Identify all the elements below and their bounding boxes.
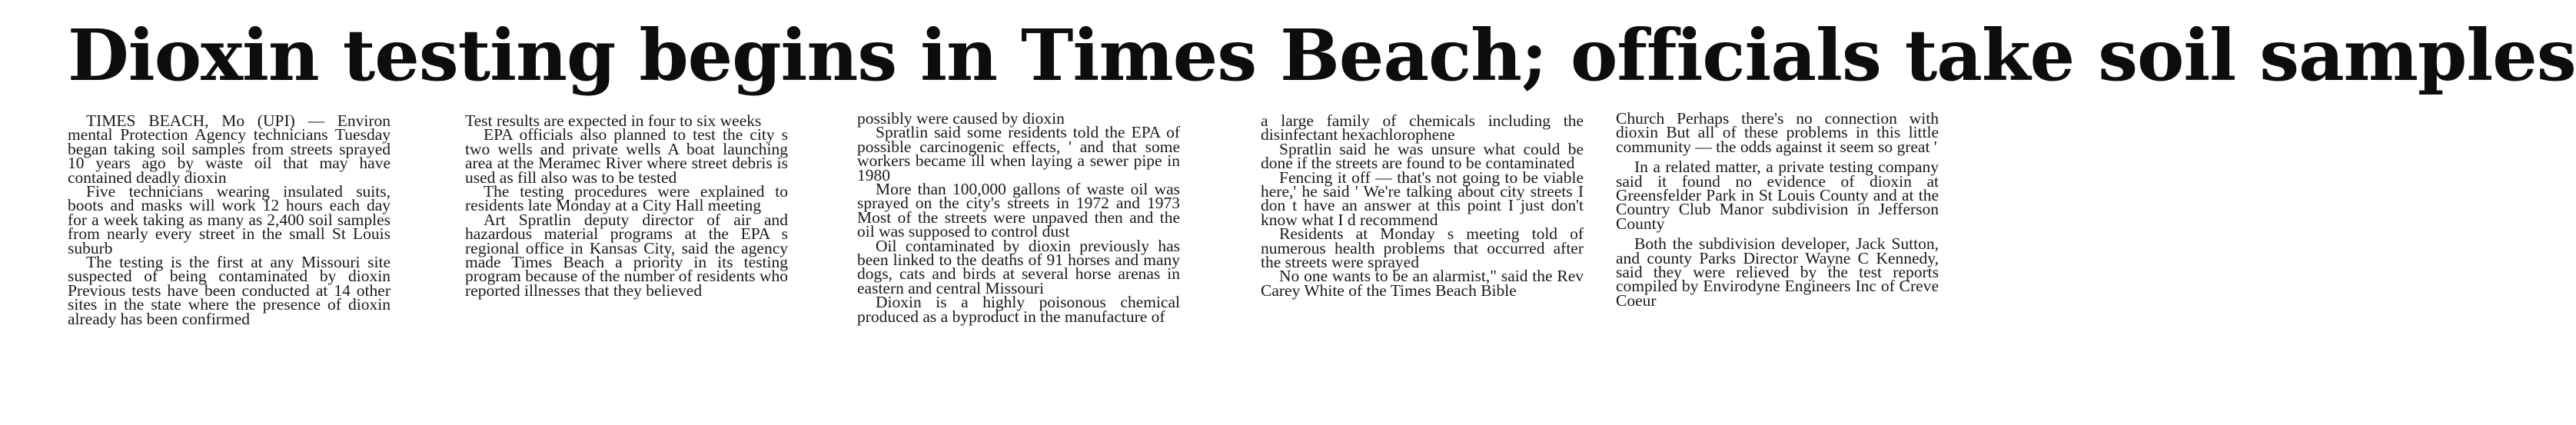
- paragraph: Dioxin is a highly poisonous chemical produced as a byproduct in the manufacture of: [857, 293, 1180, 326]
- paragraph: Residents at Monday s meeting told of numerous health problems that occurred after the streets were sprayed: [1261, 224, 1584, 272]
- paragraph: More than 100,000 gallons of waste oil was sprayed on the city's streets in 1972 and 1973 Most of the streets were unpaved then and the oil was supposed to control dust: [857, 180, 1180, 241]
- article-column-5: [1616, 109, 1939, 310]
- paragraph: Church Perhaps there's no connection with dioxin But all of these problems in this little community — the odds against it seem so great ': [1616, 109, 1939, 156]
- paragraph: The testing procedures were explained to residents late Monday at a City Hall meeting: [465, 182, 788, 215]
- paragraph: Oil contaminated by dioxin previously has been linked to the deaths of 91 horses and many dogs, cats and birds at several horse arenas in eastern and central Missouri: [857, 236, 1180, 297]
- paragraph: Spratlin said he was unsure what could be done if the streets are found to be contaminated: [1261, 139, 1584, 173]
- article-column-1: [68, 111, 391, 328]
- paragraph: The testing is the first at any Missouri site suspected of being contaminated by dioxin Previous tests have been conducted at 14 other sites in the state where the presence of dioxin already has been confirmed: [68, 253, 391, 328]
- paragraph: In a related matter, a private testing company said it found no evidence of dioxin at Greensfelder Park in St Louis County and at the Country Club Manor subdivision in Jefferson County: [1616, 158, 1939, 233]
- article-column-4: [1261, 111, 1584, 300]
- paragraph: a large family of chemicals including the disinfectant hexachlorophene: [1261, 111, 1584, 144]
- headline: Dioxin testing begins in Times Beach; officials take soil samples: [68, 14, 2576, 97]
- paragraph: No one wants to be an alarmist," said the Rev Carey White of the Times Beach Bible: [1261, 267, 1584, 300]
- paragraph: TIMES BEACH, Mo (UPI) — Environ mental Protection Agency technicians Tuesday began taking soil samples from streets sprayed 10 years ago by waste oil that may have contained deadly dioxin: [68, 111, 391, 187]
- paragraph: possibly were caused by dioxin: [857, 109, 1065, 128]
- paragraph: Test results are expected in four to six weeks: [465, 111, 762, 130]
- paragraph: Both the subdivision developer, Jack Sutton, and county Parks Director Wayne C Kennedy, said they were relieved by the test reports compiled by Envirodyne Engineers Inc of Creve Coeur: [1616, 234, 1939, 310]
- paragraph: Art Spratlin deputy director of air and hazardous material programs at the EPA s regional office in Kansas City, said the agency made Times Beach a priority in its testing program because of the number of residents who reported illnesses that they believed: [465, 210, 788, 300]
- paragraph: Five technicians wearing insulated suits, boots and masks will work 12 hours each day for a week taking as many as 2,400 soil samples from nearly every street in the small St Louis suburb: [68, 182, 391, 257]
- paragraph: Fencing it off — that's not going to be viable here,' he said ' We're talking about city streets I don t have an answer at this point I just don't know what I d recommend: [1261, 168, 1584, 229]
- article-column-2: [465, 111, 788, 300]
- paragraph: Spratlin said some residents told the EPA of possible carcinogenic effects, ' and that some workers became ill when laying a sewer pipe in 1980: [857, 123, 1180, 184]
- paragraph: EPA officials also planned to test the city s two wells and private wells A boat launching area at the Meramec River where street debris is used as fill also was to be tested: [465, 125, 788, 187]
- article-column-3: [857, 111, 1180, 324]
